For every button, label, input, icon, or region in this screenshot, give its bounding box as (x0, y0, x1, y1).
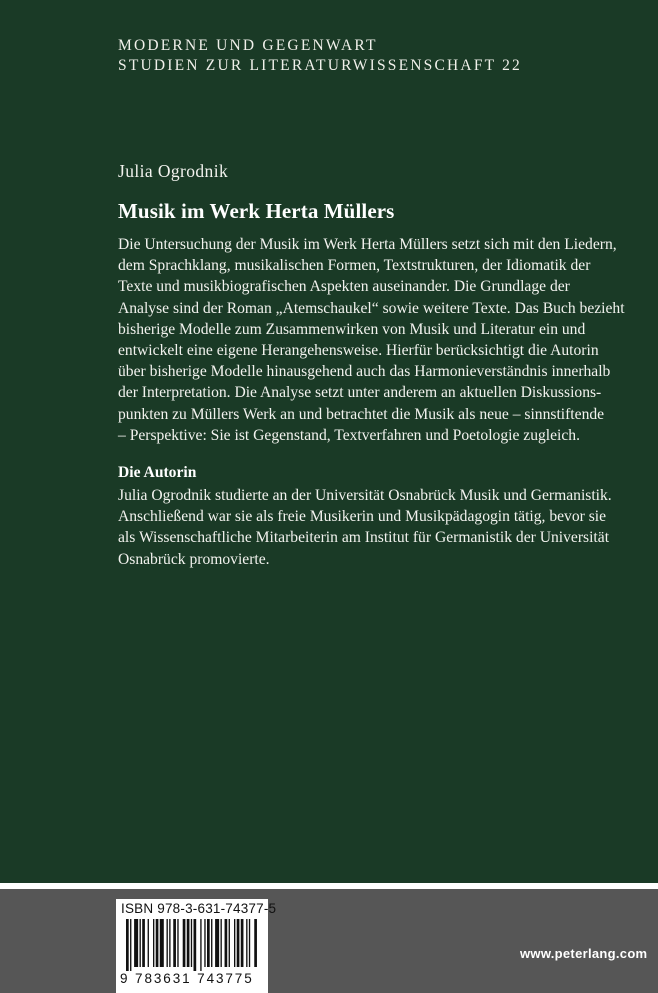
description-line: Analyse sind der Roman „Atemschaukel“ sowie weitere Texte. Das Buch bezieht (118, 299, 625, 317)
bio-heading: Die Autorin (118, 464, 197, 481)
barcode-bar (225, 919, 228, 967)
series-name: MODERNE UND GEGENWART (118, 37, 378, 54)
barcode-bar (126, 919, 129, 971)
book-description (118, 234, 652, 446)
barcode-bar (237, 919, 240, 967)
barcode-bar (204, 919, 205, 967)
barcode-bar (215, 919, 219, 967)
series-subtitle: STUDIEN ZUR LITERATURWISSENSCHAFT 22 (118, 57, 522, 74)
barcode-digits: 9 783631 743775 (120, 971, 254, 986)
barcode-bar (183, 919, 186, 967)
barcode-bar (156, 919, 159, 967)
barcode-bar (254, 919, 257, 967)
barcode-icon (126, 919, 258, 971)
barcode-bar (148, 919, 149, 967)
description-line: dem Sprachklang, musikalischen Formen, Textstrukturen, der Idiomatik der (118, 257, 591, 275)
author-bio (118, 485, 652, 570)
barcode-bar (211, 919, 212, 967)
barcode-bar (134, 919, 138, 967)
series-title (118, 36, 522, 76)
barcode-bar (169, 919, 170, 967)
description-line: bisherige Modelle zum Zusammenwirken von Musik und Literatur ein und (118, 320, 586, 338)
author-name: Julia Ogrodnik (118, 161, 229, 181)
barcode-bar (229, 919, 230, 967)
barcode-bar (241, 919, 244, 967)
bio-line: als Wissenschaftliche Mitarbeiterin am Institut für Germanistik der Universität (118, 529, 610, 547)
barcode-bar (153, 919, 154, 967)
barcode-bar (160, 919, 164, 967)
barcode-bar (200, 919, 201, 971)
barcode-bar (167, 919, 168, 967)
description-line: punkten zu Müllers Werk an und betrachtet die Musik als neue – sinnstiftende (118, 405, 605, 423)
description-line: Texte und musikbiografischen Aspekten auseinander. Die Grundlage der (118, 278, 570, 296)
description-line: entwickelt eine eigene Herangehensweise. Hierfür berücksichtigt die Autorin (118, 342, 599, 360)
barcode-bar (140, 919, 141, 967)
description-line: der Interpretation. Die Analyse setzt unter anderem an aktuellen Diskussions- (118, 384, 602, 402)
barcode-bar (234, 919, 235, 967)
book-title: Musik im Werk Herta Müllers (118, 199, 395, 223)
isbn-label: ISBN 978-3-631-74377-5 (121, 901, 277, 916)
publisher-url: www.peterlang.com (520, 946, 648, 961)
barcode-bar (187, 919, 190, 967)
description-line: über bisherige Modelle hinausgehend auch das Harmonieverständnis innerhalb (118, 363, 611, 381)
isbn-barcode (116, 899, 277, 993)
bio-line: Julia Ogrodnik studierte an der Universität Osnabrück Musik und Germanistik. (118, 487, 612, 504)
barcode-bar (249, 919, 250, 967)
barcode-bar (246, 919, 247, 967)
barcode-bar (130, 919, 131, 971)
barcode-bar (191, 919, 192, 967)
barcode-bar (194, 919, 197, 971)
barcode-bar (177, 919, 178, 967)
barcode-bar (221, 919, 222, 967)
bio-line: Osnabrück promovierte. (118, 550, 270, 568)
barcode-bar (173, 919, 176, 967)
description-line: Die Untersuchung der Musik im Werk Herta Müllers setzt sich mit den Liedern, (118, 236, 617, 253)
publisher-band (0, 889, 658, 993)
description-line: – Perspektive: Sie ist Gegenstand, Textverfahren und Poetologie zugleich. (118, 426, 580, 444)
barcode-bar (142, 919, 145, 967)
bio-line: Anschließend war sie als freie Musikerin und Musikpädagogin tätig, bevor sie (118, 508, 607, 526)
barcode-bar (207, 919, 210, 967)
